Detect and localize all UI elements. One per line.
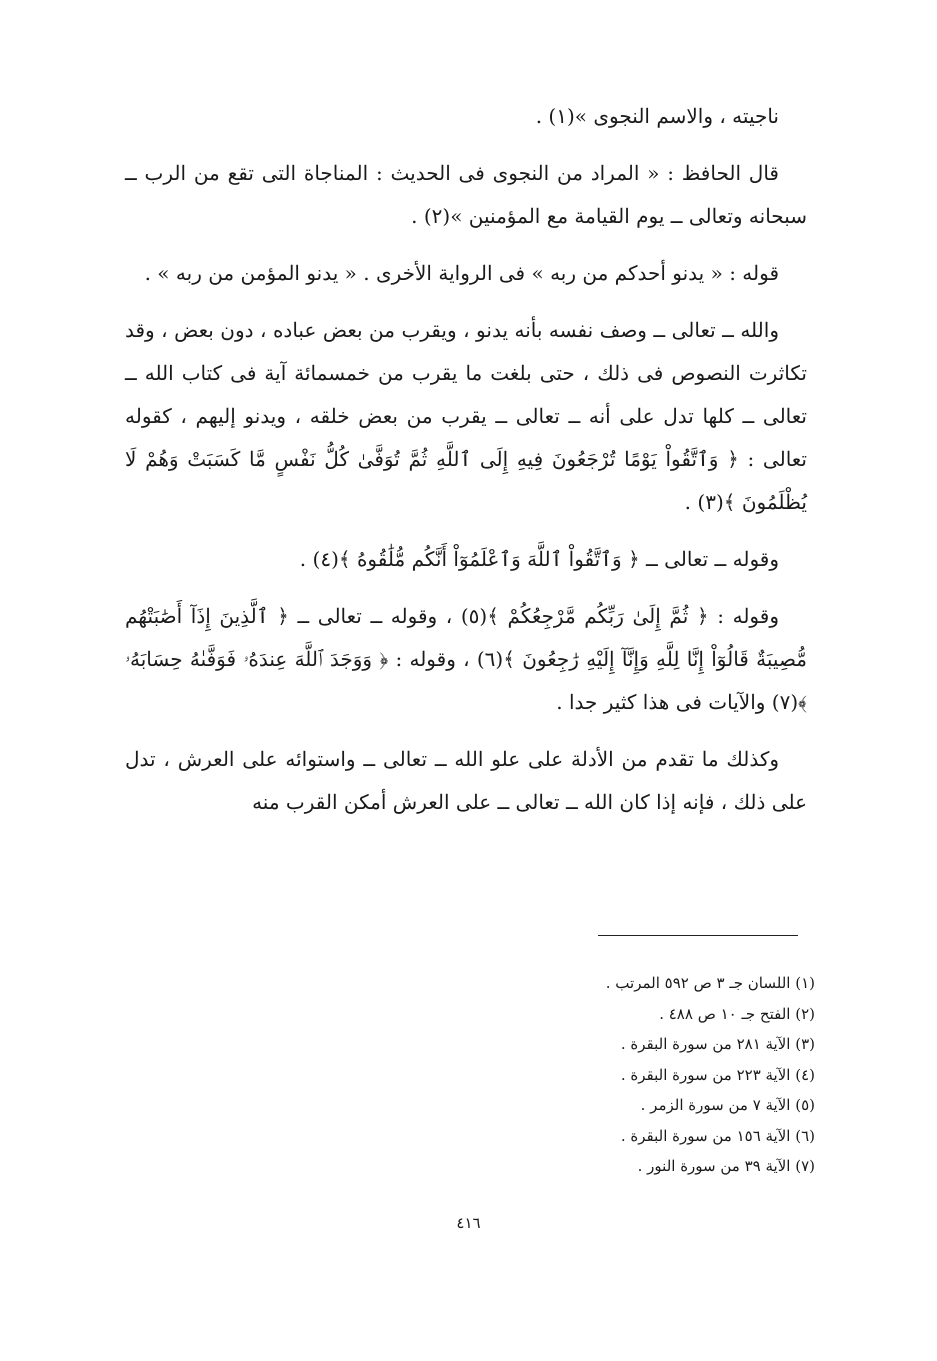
- page-number: ٤١٦: [456, 1214, 481, 1232]
- paragraph: قال الحافظ : « المراد من النجوى فى الحديث : المناجاة التى تقع من الرب ــ سبحانه وتعالى ــ يوم القيامة مع المؤمنين »(٢) .: [125, 161, 807, 228]
- paragraph: ناجيته ، والاسم النجوى »(١) .: [535, 104, 779, 128]
- paragraph: وكذلك ما تقدم من الأدلة على علو الله ــ تعالى ــ واستوائه على العرش ، تدل على ذلك ، فإنه إذا كان الله ــ تعالى ــ على العرش أمكن القرب منه: [125, 747, 807, 814]
- footnote: (٣) الآية ٢٨١ من سورة البقرة .: [620, 1035, 815, 1053]
- paragraph: قوله : « يدنو أحدكم من ربه » فى الرواية الأخرى . « يدنو المؤمن من ربه » .: [144, 261, 779, 285]
- footnote-separator: [598, 935, 798, 936]
- footnote: (٦) الآية ١٥٦ من سورة البقرة .: [620, 1126, 815, 1145]
- footnote: (٤) الآية ٢٢٣ من سورة البقرة .: [620, 1065, 815, 1084]
- main-text: [125, 95, 807, 838]
- footnote: (٢) الفتح جـ ١٠ ص ٤٨٨ .: [659, 1004, 815, 1023]
- footnotes: [335, 968, 815, 1182]
- paragraph: وقوله ــ تعالى ــ ﴿ وَٱتَّقُواْ ٱللَّهَ وَٱعْلَمُوٓاْ أَنَّكُم مُّلَٰقُوهُ ﴾(٤) .: [299, 547, 779, 571]
- footnote: (٧) الآية ٣٩ من سورة النور .: [637, 1157, 815, 1175]
- paragraph: والله ــ تعالى ــ وصف نفسه بأنه يدنو ، ويقرب من بعض عباده ، دون بعض ، وقد تكاثرت النصوص فى ذلك ، حتى بلغت ما يقرب من خمسمائة آية فى كتاب الله ــ تعالى ــ كلها تدل على أنه ــ تعالى ــ يقرب من بعض خلقه ، ويدنو إليهم ، كقوله تعالى : ﴿ وَٱتَّقُواْ يَوْمًا تُرْجَعُونَ فِيهِ إِلَى ٱللَّهِ ثُمَّ تُوَفَّىٰ كُلُّ نَفْسٍ مَّا كَسَبَتْ وَهُمْ لَا يُظْلَمُونَ ﴾(٣) .: [125, 318, 807, 514]
- footnote: (٥) الآية ٧ من سورة الزمر .: [640, 1096, 815, 1114]
- footnote: (١) اللسان جـ ٣ ص ٥٩٢ المرتب .: [605, 974, 815, 992]
- paragraph: وقوله : ﴿ ثُمَّ إِلَىٰ رَبِّكُم مَّرْجِعُكُمْ ﴾(٥) ، وقوله ــ تعالى ــ ﴿ ٱلَّذِينَ إِذَآ أَصَٰبَتْهُم مُّصِيبَةٌ قَالُوٓاْ إِنَّا لِلَّهِ وَإِنَّآ إِلَيْهِ رَٰجِعُونَ ﴾(٦) ، وقوله : ﴿ وَوَجَدَ ٱللَّهَ عِندَهُۥ فَوَفَّىٰهُ حِسَابَهُۥ ﴾(٧) والآيات فى هذا كثير جدا .: [125, 604, 807, 714]
